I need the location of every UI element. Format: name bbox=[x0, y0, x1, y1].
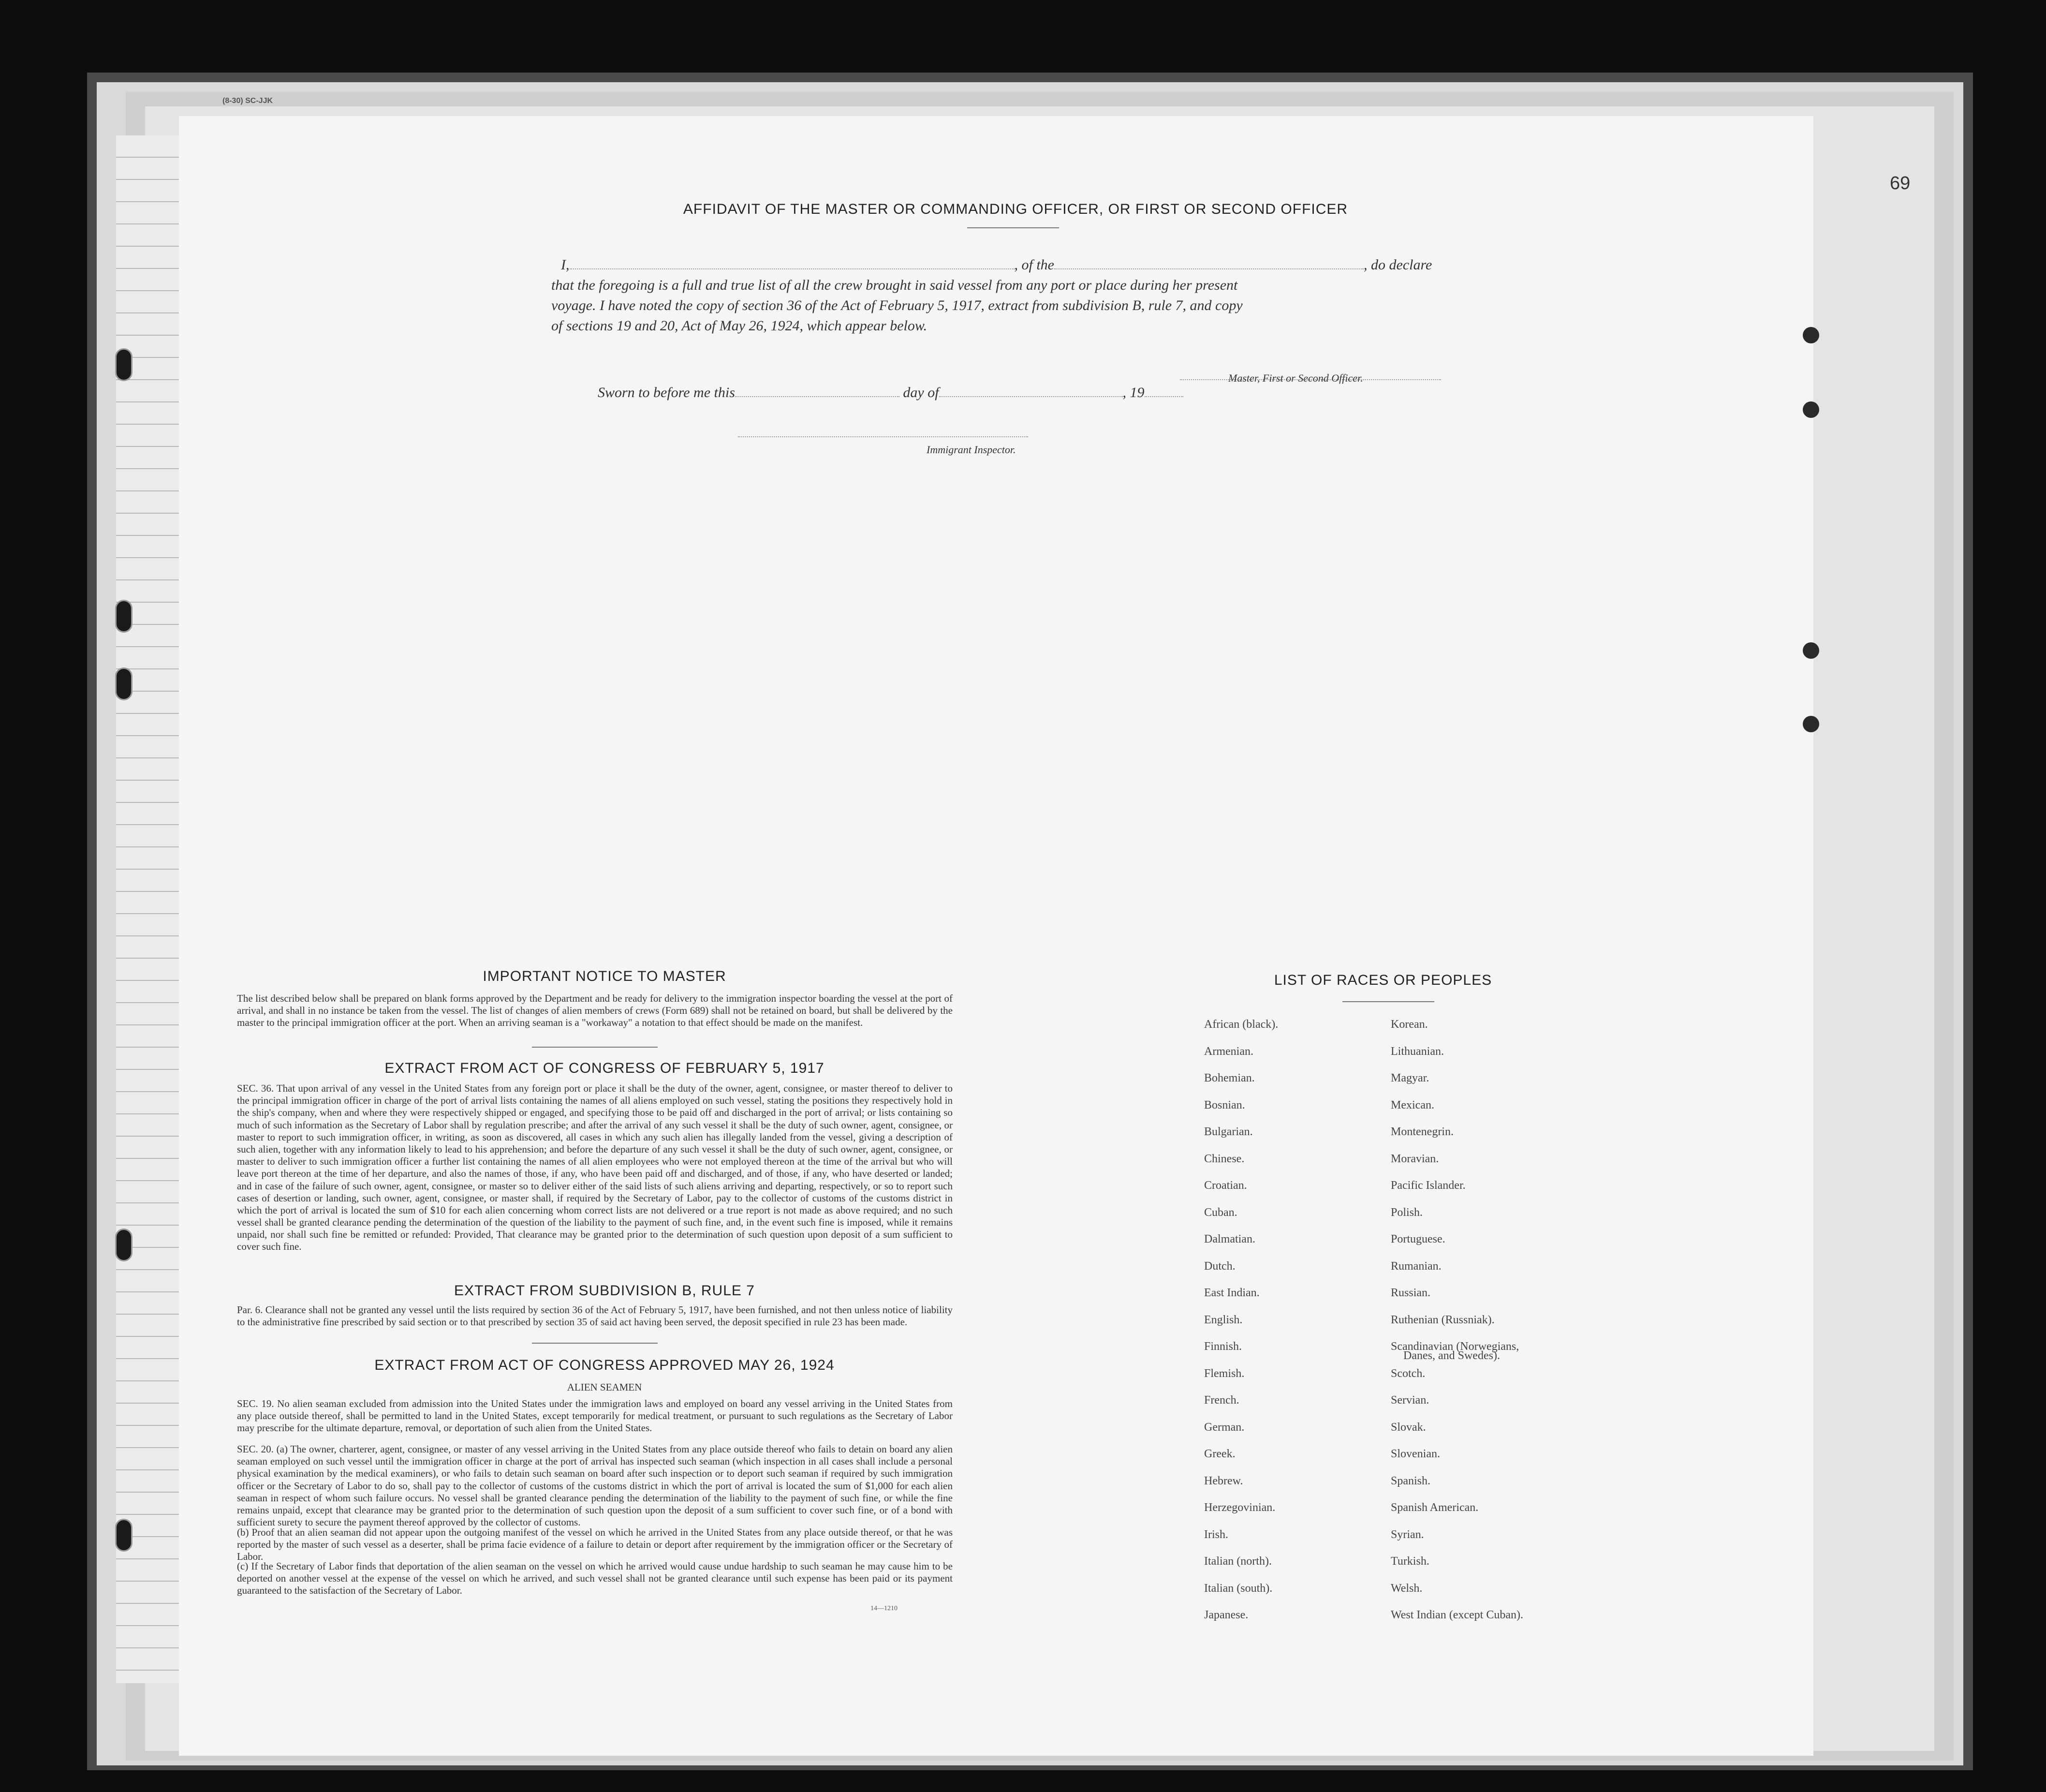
affidavit-do-declare: , do declare bbox=[1364, 257, 1432, 273]
race-item: Moravian. bbox=[1391, 1152, 1439, 1165]
sworn-year-field[interactable] bbox=[1145, 385, 1183, 397]
race-item: Magyar. bbox=[1391, 1072, 1429, 1084]
affidavit-line1 bbox=[561, 255, 1480, 274]
race-item: Irish. bbox=[1204, 1528, 1228, 1541]
race-item: African (black). bbox=[1204, 1018, 1279, 1031]
divider bbox=[532, 1343, 658, 1344]
race-item: Rumanian. bbox=[1391, 1259, 1442, 1273]
race-item: Japanese. bbox=[1204, 1609, 1249, 1621]
sworn-month-field[interactable] bbox=[939, 385, 1123, 397]
inspector-signature-line[interactable] bbox=[738, 426, 1028, 440]
divider bbox=[1342, 1001, 1434, 1002]
race-item: East Indian. bbox=[1204, 1287, 1260, 1299]
sec20c-text: (c) If the Secretary of Labor finds that deportation of the alien seaman on the vessel on which he arrived would cause undue hardship to such seaman he may cause him to be deported on another vessel at the expense of the vessel on which he arrived, and such vessel shall not be granted clearance until such expense has been paid or its payment guaranteed to the satisfaction of the Secretary of Labor. bbox=[237, 1560, 953, 1597]
sec20b-text: (b) Proof that an alien seaman did not appear upon the outgoing manifest of the vessel on which he arrived in the United States from any place outside thereof, or that he was reported by the master of such vessel as a deserter, shall be prima facie evidence of a failure to detain or deport after requirement by the immigration officer or the Secretary of Labor. bbox=[237, 1526, 953, 1563]
binder-ring-icon bbox=[115, 1519, 132, 1552]
sworn-day-field[interactable] bbox=[735, 385, 899, 397]
race-item: Scotch. bbox=[1391, 1367, 1426, 1380]
race-item: Bulgarian. bbox=[1204, 1126, 1253, 1138]
notice-text: The list described below shall be prepared on blank forms approved by the Department and be ready for delivery to the immigration inspector boarding the vessel at the port of arrival, and shall in no instance be taken from the vessel. The list of changes of alien members of crews (Form 689) shall not be retained on board, but shall be delivered by the master to the principal immigration officer at the port. When an arriving seaman is a "workaway" a notation to that effect should be made on the manifest. bbox=[237, 992, 953, 1029]
affidavit-i: I, bbox=[561, 257, 570, 273]
race-item: Slovenian. bbox=[1391, 1448, 1440, 1460]
race-item: Syrian. bbox=[1391, 1528, 1424, 1541]
race-item: Spanish. bbox=[1391, 1474, 1431, 1487]
race-item: Flemish. bbox=[1204, 1367, 1245, 1380]
divider bbox=[532, 1047, 658, 1048]
race-item: Hebrew. bbox=[1204, 1474, 1243, 1487]
race-item: Armenian. bbox=[1204, 1045, 1253, 1058]
race-item: Portuguese. bbox=[1391, 1233, 1445, 1245]
affidavit-line2: that the foregoing is a full and true list of all the crew brought in said vessel from any port or place during her present bbox=[551, 277, 1238, 293]
races-title: LIST OF RACES OR PEOPLES bbox=[1274, 972, 1492, 988]
race-item: Scandinavian (Norwegians, bbox=[1391, 1340, 1519, 1353]
race-item: Turkish. bbox=[1391, 1555, 1429, 1568]
affidavit-line3: voyage. I have noted the copy of section 36 of the Act of February 5, 1917, extract from subdivision B, rule 7, and copy bbox=[551, 297, 1243, 313]
name-field[interactable] bbox=[570, 258, 1015, 269]
race-item: Welsh. bbox=[1391, 1582, 1423, 1595]
vessel-field[interactable] bbox=[1054, 258, 1364, 269]
race-item: German. bbox=[1204, 1421, 1245, 1434]
inspector-label: Immigrant Inspector. bbox=[927, 444, 1016, 456]
race-item: Greek. bbox=[1204, 1448, 1236, 1460]
punch-hole-icon bbox=[1803, 716, 1819, 732]
punch-hole-icon bbox=[1803, 401, 1819, 418]
punch-hole-icon bbox=[1803, 327, 1819, 343]
affidavit-line4: of sections 19 and 20, Act of May 26, 1924, which appear below. bbox=[551, 318, 927, 334]
year-label: , 19 bbox=[1122, 385, 1145, 400]
race-item: Mexican. bbox=[1391, 1098, 1434, 1111]
race-item: Bohemian. bbox=[1204, 1072, 1255, 1084]
master-label: Master, First or Second Officer. bbox=[1228, 372, 1363, 384]
race-item: Bosnian. bbox=[1204, 1098, 1245, 1111]
extract-1924-title: EXTRACT FROM ACT OF CONGRESS APPROVED MAY 26, 1924 bbox=[374, 1357, 835, 1373]
punch-hole-icon bbox=[1803, 642, 1819, 659]
binder-ring-icon bbox=[115, 1229, 132, 1261]
extract-1917-text: SEC. 36. That upon arrival of any vessel in the United States from any foreign port or place it shall be the duty of the owner, agent, consignee, or master thereof to deliver to the principal immigration officer in charge of the port of arrival lists containing the names of all aliens employed on such vessel, stating the positions they respectively hold in the ship's company, when and where they were respectively shipped or engaged, and specifying those to be paid off and discharged in the port of arrival; or lists containing so much of such information as the Secretary of Labor shall by regulation prescribe; and after the arrival of any such vessel it shall be the duty of such owner, agent, consignee, or master to report to such immigration officer, in writing, as soon as discovered, all cases in which any such alien has illegally landed from the vessel, giving a description of such alien, together with any information likely to lead to his apprehension; and before the departure of any such vessel it shall be the duty of such owner, agent, consignee, or master to deliver to such immigration officer a further list containing the names of all alien employees who were not employed thereon at the time of the arrival but who will leave port thereon at the time of her departure, and also the names of those, if any, who have been paid off and discharged, and of those, if any, who have deserted or landed; and in case of the failure of such owner, agent, consignee, or master so to deliver either of the said lists of such aliens arriving and departing, respectively, or so to report such cases of desertion or landing, such owner, agent, consignee, or master shall, if required by the Secretary of Labor, pay to the collector of customs of the customs district in which the port of arrival is located the sum of $10 for each alien concerning whom correct lists are not delivered or a true report is not made as above required; and no such vessel shall be granted clearance pending the determination of the question of the liability to the payment of such fine, and, in the event such fine is imposed, while it remains unpaid, nor shall such fine be remitted or refunded: Provided, That clearance may be granted prior to the determination of such question upon deposit of a sum sufficient to cover such fine. bbox=[237, 1082, 953, 1253]
affidavit-title: AFFIDAVIT OF THE MASTER OR COMMANDING OFFICER, OR FIRST OR SECOND OFFICER bbox=[683, 201, 1348, 217]
race-item: Italian (north). bbox=[1204, 1555, 1272, 1568]
binder-ring-icon bbox=[115, 600, 132, 633]
race-item: Pacific Islander. bbox=[1391, 1179, 1466, 1192]
binder-ring-icon bbox=[115, 667, 132, 700]
binder-ring-icon bbox=[115, 348, 132, 381]
sworn-line bbox=[598, 383, 1183, 402]
race-item: Cuban. bbox=[1204, 1206, 1237, 1219]
race-item: Spanish American. bbox=[1391, 1501, 1479, 1514]
race-item: Dutch. bbox=[1204, 1259, 1236, 1273]
race-item: Danes, and Swedes). bbox=[1403, 1349, 1500, 1362]
race-item: Russian. bbox=[1391, 1287, 1431, 1299]
subdivision-b-title: EXTRACT FROM SUBDIVISION B, RULE 7 bbox=[454, 1283, 755, 1299]
race-item: Croatian. bbox=[1204, 1179, 1247, 1192]
divider bbox=[967, 227, 1059, 228]
race-item: Slovak. bbox=[1391, 1421, 1426, 1434]
notice-title: IMPORTANT NOTICE TO MASTER bbox=[483, 968, 726, 984]
print-code: 14—1210 bbox=[870, 1605, 898, 1612]
race-item: Korean. bbox=[1391, 1018, 1428, 1031]
affidavit-of-the: , of the bbox=[1014, 257, 1054, 273]
sec20a-text: SEC. 20. (a) The owner, charterer, agent, consignee, or master of any vessel arriving in the United States from any place outside thereof who fails to detain on board any alien seaman employed on such vessel until the immigration officer in charge at the port of arrival has inspected such seaman (which inspection in all cases shall include a personal physical examination by the medical examiners), or who fails to detain such seaman on board after such inspection or to deport such seaman if required by such immigration officer or the Secretary of Labor to do so, shall pay to the collector of customs of the customs district in which the port of arrival is located the sum of $1,000 for each alien seaman in respect of whom such failure occurs. No vessel shall be granted clearance pending the determination of the liability to the payment of such fine, or while the fine remains unpaid, except that clearance may be granted prior to the determination of such question upon the deposit of a sum sufficient to cover such fine, or of a bond with sufficient surety to secure the payment thereof approved by the collector of customs. bbox=[237, 1443, 953, 1528]
sworn-label: Sworn to before me this bbox=[598, 385, 735, 400]
race-item: Finnish. bbox=[1204, 1340, 1242, 1353]
sec19-text: SEC. 19. No alien seaman excluded from admission into the United States under the immigration laws and employed on board any vessel arriving in the United States from any place outside thereof, shall be permitted to land in the United States, except temporarily for medical treatment, or pursuant to such regulations as the Secretary of Labor may prescribe for the ultimate departure, removal, or deportation of such alien from the United States. bbox=[237, 1398, 953, 1434]
race-item: Lithuanian. bbox=[1391, 1045, 1444, 1058]
race-item: Servian. bbox=[1391, 1394, 1429, 1407]
alien-seamen-subtitle: ALIEN SEAMEN bbox=[567, 1381, 642, 1393]
race-item: Montenegrin. bbox=[1391, 1126, 1454, 1138]
race-item: Italian (south). bbox=[1204, 1582, 1273, 1595]
subdivision-b-text: Par. 6. Clearance shall not be granted any vessel until the lists required by section 36 of the Act of February 5, 1917, have been furnished, and not then unless notice of liability to the administrative fine prescribed by said section or to that prescribed by section 35 of said act having been served, the deposit specified in rule 23 has been made. bbox=[237, 1304, 953, 1328]
race-item: Dalmatian. bbox=[1204, 1233, 1255, 1245]
day-of-label: day of bbox=[903, 385, 939, 400]
extract-1917-title: EXTRACT FROM ACT OF CONGRESS OF FEBRUARY 5, 1917 bbox=[384, 1060, 824, 1076]
race-item: English. bbox=[1204, 1313, 1243, 1326]
race-item: Herzegovinian. bbox=[1204, 1501, 1276, 1514]
race-item: West Indian (except Cuban). bbox=[1391, 1609, 1523, 1621]
race-item: Polish. bbox=[1391, 1206, 1423, 1219]
race-item: Chinese. bbox=[1204, 1152, 1245, 1165]
page-number: 69 bbox=[1890, 173, 1911, 193]
race-item: French. bbox=[1204, 1394, 1239, 1407]
form-code: (8-30) SC-JJK bbox=[222, 97, 273, 105]
race-item: Ruthenian (Russniak). bbox=[1391, 1313, 1495, 1326]
